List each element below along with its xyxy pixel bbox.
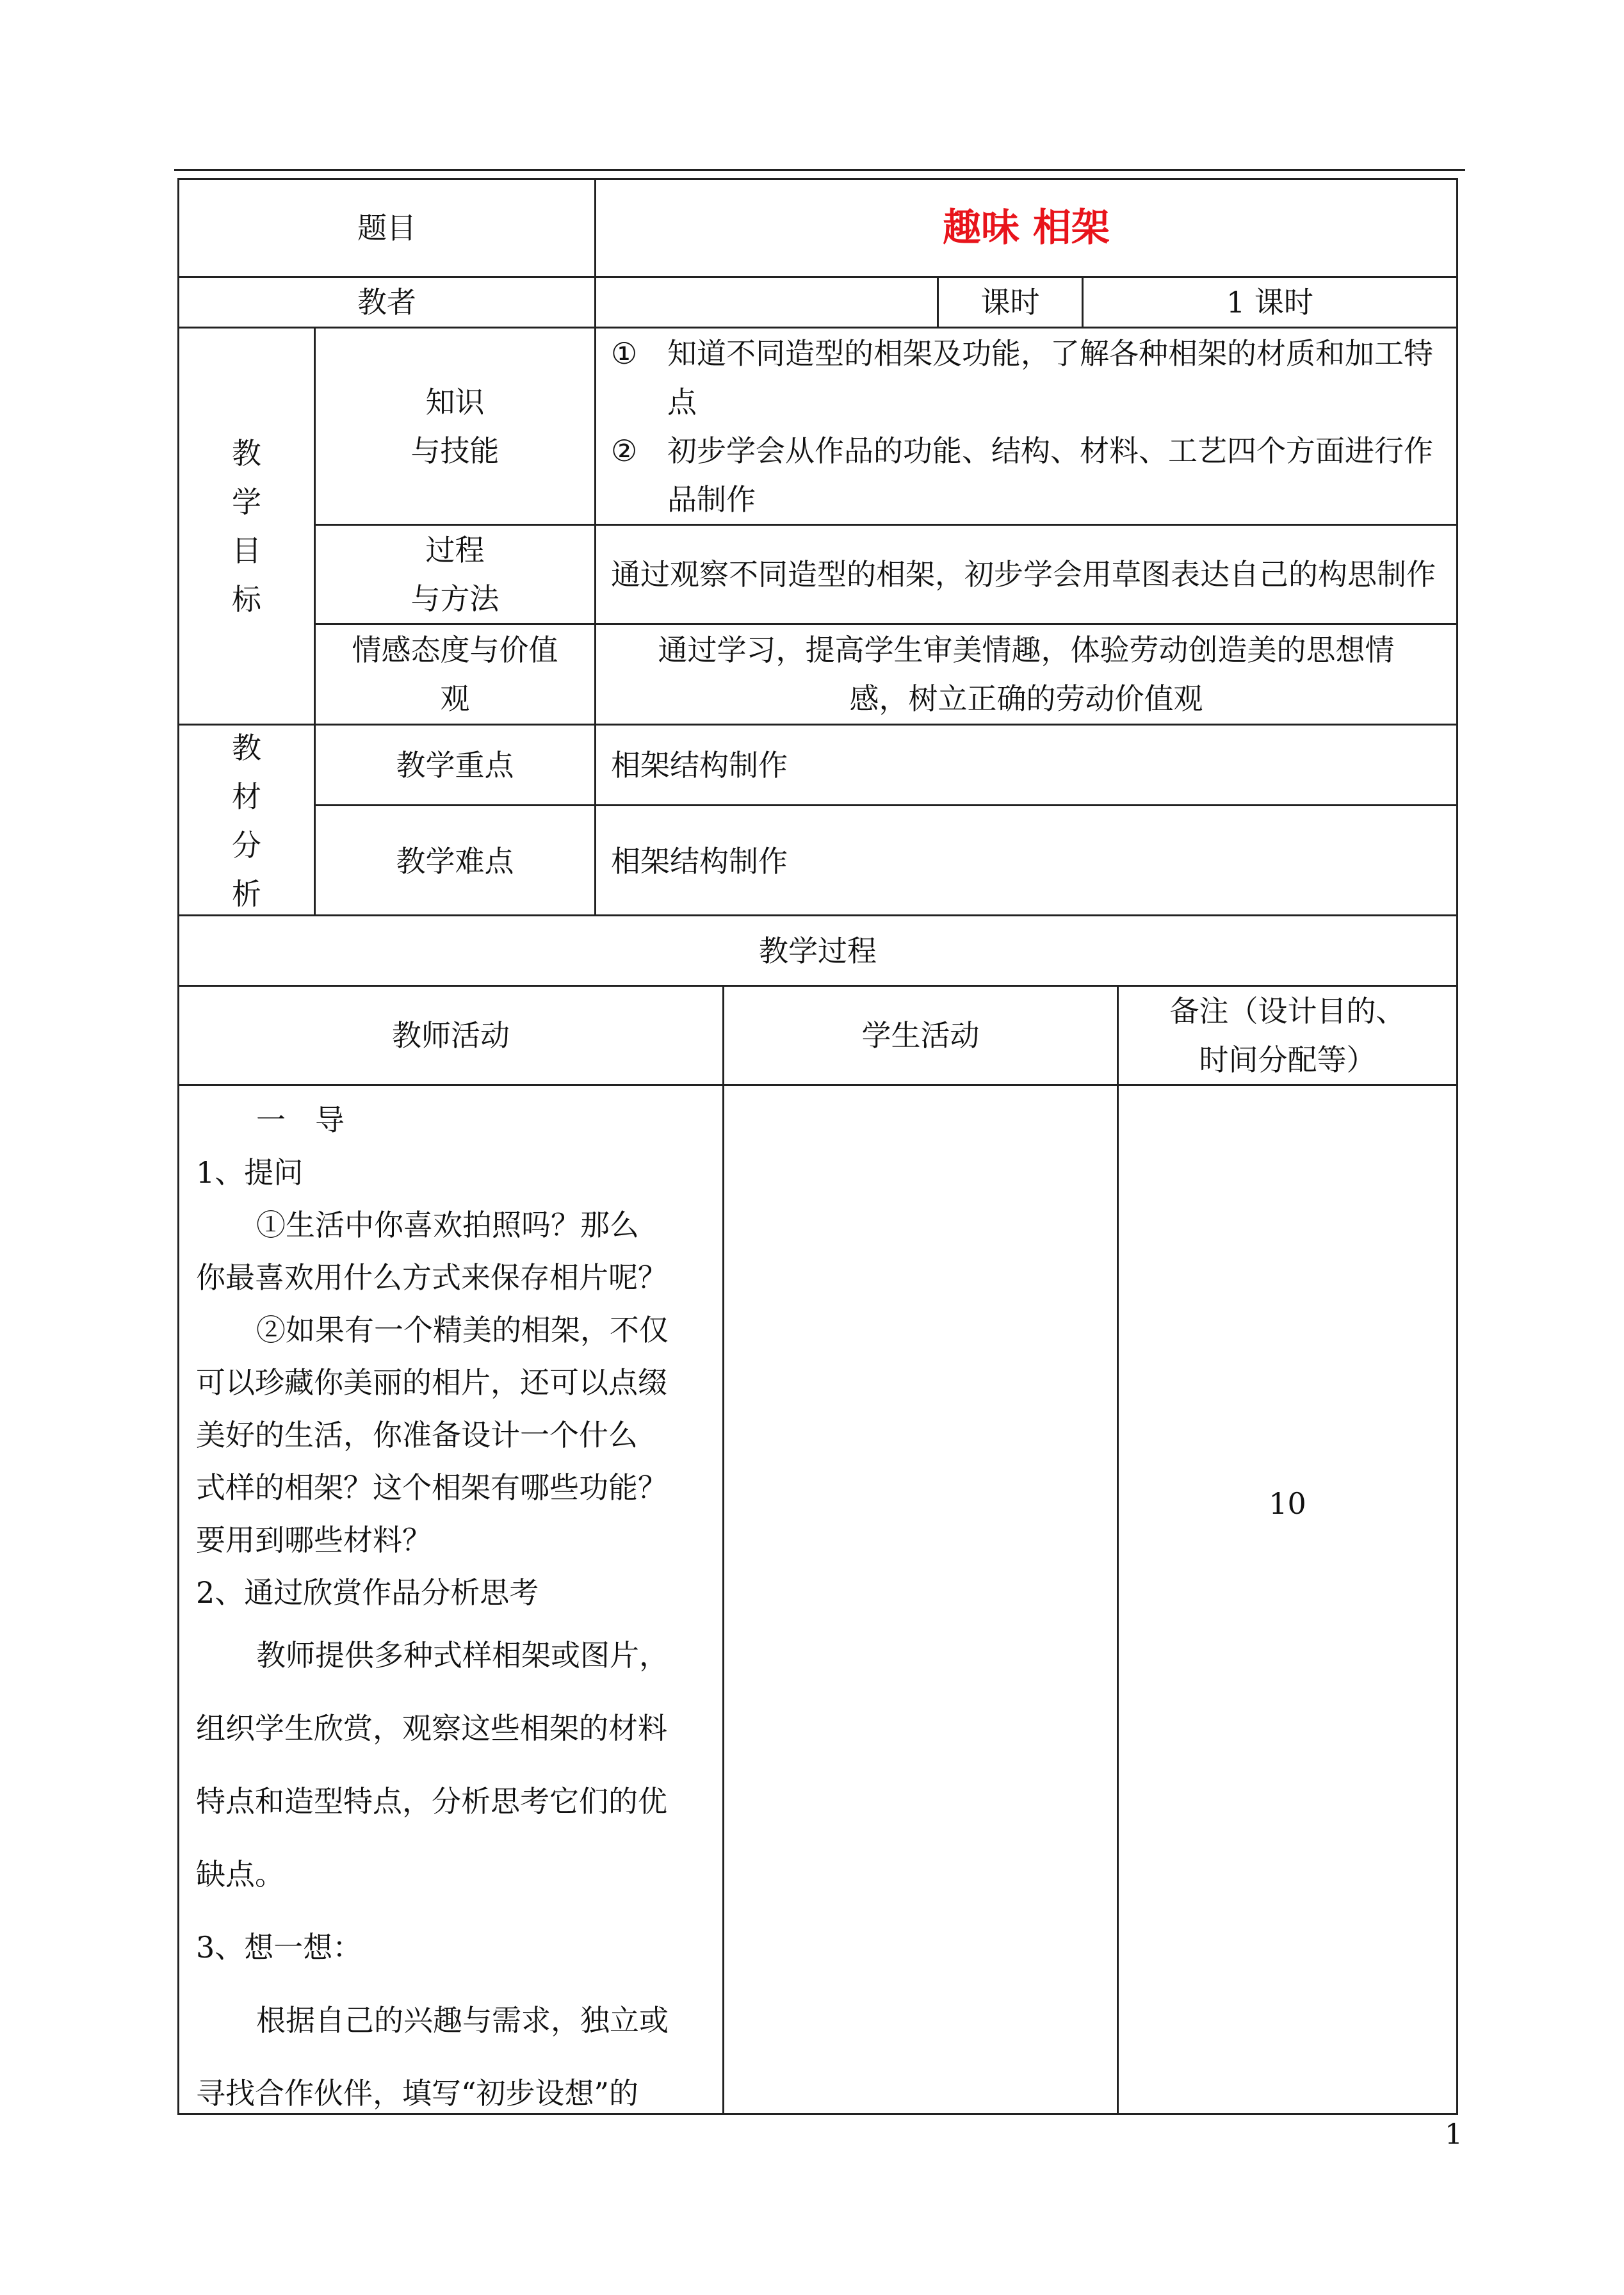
process-text: 通过观察不同造型的相架，初步学会用草图表达自己的构思制作 bbox=[611, 557, 1436, 592]
activity-line: 可以珍藏你美丽的相片，还可以点缀 bbox=[196, 1365, 667, 1400]
knowledge-list bbox=[611, 329, 1437, 524]
period-value: 1 课时 bbox=[1226, 285, 1313, 320]
emotion-text-line1: 通过学习，提高学生审美情趣，体验劳动创造美的思想情 bbox=[658, 633, 1395, 667]
knowledge-label-line1: 知识 bbox=[425, 384, 485, 419]
activity-line: 组织学生欣赏，观察这些相架的材料 bbox=[196, 1711, 667, 1746]
activity-line: 式样的相架？这个相架有哪些功能？ bbox=[196, 1470, 667, 1505]
col-divider bbox=[1117, 985, 1119, 2115]
notes-header-line2: 时间分配等） bbox=[1199, 1042, 1376, 1077]
objectives-label-char: 学 bbox=[232, 484, 261, 519]
teacher-value bbox=[596, 278, 937, 327]
activity-line: 根据自己的兴趣与需求，独立或 bbox=[256, 2003, 669, 2038]
item-text: 知道不同造型的相架及功能，了解各种相架的材质和加工特点 bbox=[667, 336, 1433, 419]
notes-value: 10 bbox=[1269, 1486, 1306, 1521]
teacher-label: 教者 bbox=[357, 285, 416, 320]
analysis-label-char: 析 bbox=[232, 877, 261, 911]
key-point-text: 相架结构制作 bbox=[611, 747, 788, 783]
emotion-label-line2: 观 bbox=[440, 681, 470, 716]
process-label-line1: 过程 bbox=[425, 533, 485, 567]
difficulty-label: 教学难点 bbox=[396, 844, 514, 879]
activity-line: 要用到哪些材料？ bbox=[196, 1523, 432, 1557]
student-activity-content bbox=[724, 1086, 1117, 2113]
difficulty-text: 相架结构制作 bbox=[611, 844, 788, 879]
activity-line: 1、提问 bbox=[196, 1155, 304, 1190]
activity-line: 2、通过欣赏作品分析思考 bbox=[196, 1575, 539, 1610]
analysis-section-label bbox=[179, 726, 314, 916]
emotion-text-line2: 感，树立正确的劳动价值观 bbox=[849, 681, 1203, 716]
knowledge-label-line2: 与技能 bbox=[410, 433, 499, 468]
activity-line: 一 导 bbox=[256, 1103, 345, 1137]
objectives-label-char: 教 bbox=[232, 435, 261, 471]
objectives-label-char: 目 bbox=[232, 533, 261, 568]
process-label-line2: 与方法 bbox=[410, 581, 499, 616]
process-section-title: 教学过程 bbox=[759, 933, 877, 968]
header-rule bbox=[174, 169, 1465, 171]
page-number: 1 bbox=[1445, 2118, 1463, 2151]
activity-line: 教师提供多种式样相架或图片， bbox=[256, 1638, 669, 1673]
knowledge-item bbox=[611, 426, 1437, 524]
knowledge-label bbox=[316, 328, 594, 524]
emotion-text bbox=[596, 625, 1456, 724]
item-text: 初步学会从作品的功能、结构、材料、工艺四个方面进行作品制作 bbox=[667, 434, 1433, 517]
key-point-label: 教学重点 bbox=[396, 747, 514, 783]
col-header-notes bbox=[1119, 987, 1456, 1084]
teacher-activity-content bbox=[196, 1094, 712, 2130]
objectives-section-label bbox=[179, 328, 314, 724]
activity-line: 缺点。 bbox=[196, 1857, 284, 1892]
emotion-label-line1: 情感态度与价值 bbox=[352, 633, 558, 667]
analysis-label-char: 材 bbox=[232, 779, 261, 814]
lesson-title: 趣味 相架 bbox=[943, 206, 1110, 250]
activity-line: 你最喜欢用什么方式来保存相片呢？ bbox=[196, 1260, 667, 1295]
col-divider bbox=[594, 724, 596, 916]
activity-line: ①生活中你喜欢拍照吗？那么 bbox=[256, 1208, 639, 1242]
col-header-student: 学生活动 bbox=[861, 1018, 980, 1053]
knowledge-item bbox=[611, 329, 1437, 426]
activity-line: 特点和造型特点，分析思考它们的优 bbox=[196, 1784, 667, 1819]
activity-line: 寻找合作伙伴，填写“初步设想”的 bbox=[196, 2076, 639, 2111]
item-number: ② bbox=[611, 434, 638, 468]
emotion-label bbox=[316, 625, 594, 724]
analysis-label-char: 分 bbox=[232, 828, 261, 863]
analysis-label-char: 教 bbox=[232, 731, 261, 765]
item-number: ① bbox=[611, 336, 638, 371]
process-label bbox=[316, 526, 594, 623]
activity-line: ②如果有一个精美的相架，不仅 bbox=[256, 1313, 669, 1347]
objectives-label-char: 标 bbox=[232, 581, 261, 617]
activity-line: 美好的生活，你准备设计一个什么 bbox=[196, 1418, 638, 1452]
notes-header-line1: 备注（设计目的、 bbox=[1169, 994, 1406, 1028]
period-label: 课时 bbox=[980, 285, 1040, 320]
title-label: 题目 bbox=[357, 211, 416, 245]
col-header-teacher: 教师活动 bbox=[392, 1018, 510, 1053]
activity-line: 3、想一想： bbox=[196, 1930, 362, 1965]
